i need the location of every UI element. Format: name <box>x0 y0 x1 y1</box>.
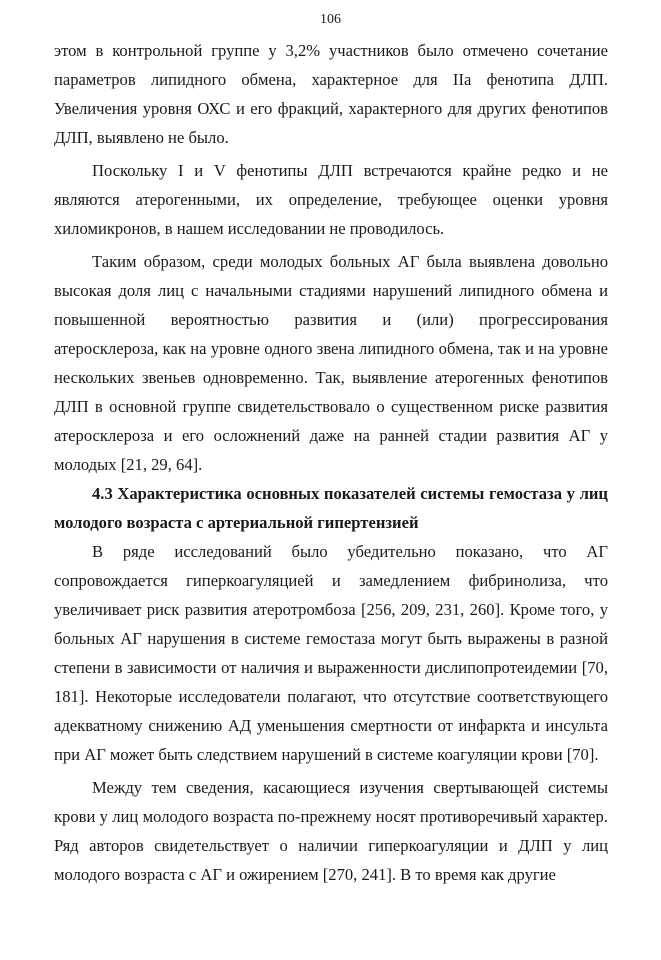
page-body <box>54 36 608 889</box>
section-heading: 4.3 Характеристика основных показателей системы гемостаза у лиц молодого возраста с артериальной гипертензией <box>54 484 608 532</box>
paragraph-3: Таким образом, среди молодых больных АГ была выявлена довольно высокая доля лиц с начальными стадиями нарушений липидного обмена и повышенной вероятностью развития и (или) прогрессирования атеросклероза, как на уровне одного звена липидного обмена, так и на уровне нескольких звеньев одновременно. Так, выявление атерогенных фенотипов ДЛП в основной группе свидетельствовало о существенном риске развития атеросклероза и его осложнений даже на ранней стадии развития АГ у молодых [21, 29, 64]. <box>54 252 608 474</box>
page-number: 106 <box>320 12 341 27</box>
paragraph-1: этом в контрольной группе у 3,2% участников было отмечено сочетание параметров липидного обмена, характерное для IIa фенотипа ДЛП. Увеличения уровня ОХС и его фракций, характерного для других фенотипов ДЛП, выявлено не было. <box>54 41 608 147</box>
paragraph-4: В ряде исследований было убедительно показано, что АГ сопровождается гиперкоагуляцией и замедлением фибринолиза, что увеличивает риск развития атеротромбоза [256, 209, 231, 260]. Кроме того, у больных АГ нарушения в системе гемостаза могут быть выражены в разной степени в зависимости от наличия и выраженности дислипопротеидемии [70, 181]. Некоторые исследователи полагают, что отсутствие соответствующего адекватному снижению АД уменьшения смертности от инфаркта и инсульта при АГ может быть следствием нарушений в системе коагуляции крови [70]. <box>54 542 608 764</box>
paragraph-2: Поскольку I и V фенотипы ДЛП встречаются крайне редко и не являются атерогенными, их определение, требующее оценки уровня хиломикронов, в нашем исследовании не проводилось. <box>54 161 608 238</box>
paragraph-5: Между тем сведения, касающиеся изучения свертывающей системы крови у лиц молодого возраста по-прежнему носят противоречивый характер. Ряд авторов свидетельствует о наличии гиперкоагуляции и ДЛП у лиц молодого возраста с АГ и ожирением [270, 241]. В то время как другие <box>54 778 608 884</box>
